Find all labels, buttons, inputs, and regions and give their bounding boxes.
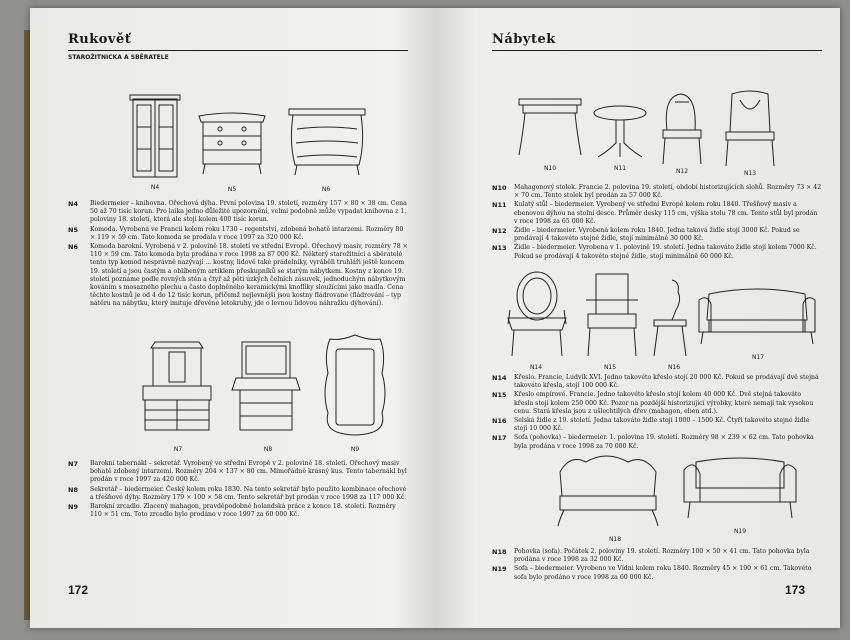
entry-n7: N7 Barokní tabernákl – sekretář. Vyrobený ve střední Evropě v 2. polovině 18. století. Ořechový masiv bohatě zdobený intarzemi. Rozměry 204 × 137 × 80 cm. Mimořádně krásný kus. Tento tabernákl byl prodán v roce 1997 za 420 000 Kč. xyxy=(68,460,407,484)
bookcase-illustration xyxy=(125,93,185,183)
caption-n11: N11 xyxy=(613,165,627,172)
entry-n14: N14 Křeslo. Francie, Ludvík XVI. Jedno takovéto křeslo stojí 20 000 Kč. Pokud se prodávají dvě stejná takováto křesla, stojí 100 000 Kč. xyxy=(492,374,819,390)
header-rule-right xyxy=(492,50,822,51)
right-page xyxy=(440,8,840,628)
entry-n17: N17 Sofa (pohovka) – biedermeier. 1. polovina 19. století. Rozměry 98 × 239 × 62 cm. Tato pohovka byla prodána v roce 1998 za 70 000 Kč. xyxy=(492,434,814,450)
entry-n5: N5 Komoda. Vyrobená ve Francii kolem roku 1730 – regentství, zdobená bohatě intarzemi. Rozměry 80 × 119 × 59 cm. Tato komoda se prodala v roce 1997 za 320 000 Kč. xyxy=(68,225,404,241)
caption-n5: N5 xyxy=(227,186,237,193)
caption-n10: N10 xyxy=(543,165,557,172)
left-page-number: 172 xyxy=(68,583,89,597)
caption-n9: N9 xyxy=(350,446,360,453)
caption-n12: N12 xyxy=(675,168,689,175)
entry-n11: N11 Kulatý stůl – biedermeier. Vyrobený ve střední Evropě kolem roku 1840. Třešňový masiv a ebenovou dýhou na stolní desce. Průměr desky 115 cm, výška stolu 78 cm. Tento stůl byl prodán v roce 1998 za 65 000 Kč. xyxy=(492,201,818,225)
armchair-empire-illustration xyxy=(580,270,645,360)
biedermeier-secretary-illustration xyxy=(230,338,305,438)
entries-block-n10-n13 xyxy=(492,184,822,262)
sofa-n18-illustration xyxy=(550,448,665,530)
entry-n13: N13 Židle – biedermeier. Vyrobena v 1. polovině 19. století. Jedna takováto židle stojí kolem 7000 Kč. Pokud se prodávají 4 takovéto stejné židle, stojí minimálně 60 000 Kč. xyxy=(492,244,817,260)
entry-n10: N10 Mahagonový stolek. Francie 2. polovina 19. století, období historizujících slohů. Rozměry 73 × 42 × 70 cm. Tento stolek byl prodán za 57 000 Kč. xyxy=(492,184,822,200)
entries-block-n14-n17 xyxy=(492,374,822,452)
entry-n12: N12 Židle – biedermeier. Vyrobená kolem roku 1840. Jedna taková židle stojí 3000 Kč. Pokud se prodávají 4 takovéto stejné židle, stojí minimálně 30 000 Kč. xyxy=(492,227,800,243)
caption-n7: N7 xyxy=(173,446,183,453)
caption-n13: N13 xyxy=(743,170,757,177)
left-page-header: Rukověť xyxy=(68,32,132,47)
caption-n14: N14 xyxy=(529,364,543,371)
entry-n8: N8 Sekretář – biedermeier. Český kolem roku 1830. Na tento sekretář bylo použito kombinace ořechové a třešňové dýhy. Rozměry 179 × 100 × 58 cm. Tento sekretář byl prodán v roce 1998 za 117 000 Kč. xyxy=(68,485,407,501)
tabernacle-secretary-illustration xyxy=(135,338,220,438)
round-table-illustration xyxy=(590,103,650,163)
caption-n17: N17 xyxy=(751,354,765,361)
chair-n13-illustration xyxy=(720,88,780,168)
caption-n4: N4 xyxy=(150,184,160,191)
entry-n16: N16 Selská židle z 19. století. Jedna takováto židle stojí 1000 – 1500 Kč. Čtyři takovéto stejné židle stojí 10 000 Kč. xyxy=(492,417,810,433)
caption-n19: N19 xyxy=(733,528,747,535)
right-page-header: Nábytek xyxy=(492,32,556,47)
chair-n12-illustration xyxy=(655,90,710,168)
mahogany-table-illustration xyxy=(515,93,585,163)
caption-n18: N18 xyxy=(608,536,622,543)
caption-n16: N16 xyxy=(667,364,681,371)
commode-regence-illustration xyxy=(195,108,270,178)
entries-block-n18-n19 xyxy=(492,548,822,583)
book-spread xyxy=(30,8,840,628)
sofa-n19-illustration xyxy=(680,448,800,523)
entry-n15: N15 Křeslo empírové. Francie. Jedno takovéto křeslo stojí kolem 40 000 Kč. Dvě stejná takováto křesla stojí kolem 250 000 Kč. Pozor na pozdější historizující výrobky, které nemají tak vysokou cenu. Stará křesla jsou z ušlechtilých dřev (mahagon, eben atd.). xyxy=(492,391,814,415)
caption-n6: N6 xyxy=(321,186,331,193)
peasant-chair-illustration xyxy=(650,276,690,360)
entry-n19: N19 Sofa – biedermeier. Vyrobeno ve Vídni kolem roku 1840. Rozměry 45 × 190 × 61 cm. Takovéto sofa bylo prodáno v roce 1998 za 60 000 Kč. xyxy=(492,565,812,581)
left-page-subheader: STAROŽITNICKA A SBĚRATELE xyxy=(68,54,169,61)
right-page-number: 173 xyxy=(785,583,806,597)
armchair-louis-xvi-illustration xyxy=(502,270,572,360)
caption-n15: N15 xyxy=(603,364,617,371)
entry-n9: N9 Barokní zrcadlo. Zlacený mahagon, pravděpodobně holandská práce z konce 18. století. Rozměry 110 × 51 cm. Toto zrcadlo bylo prodáno v roce 1997 za 60 000 Kč. xyxy=(68,503,396,519)
commode-baroque-illustration xyxy=(285,103,370,183)
entry-n18: N18 Pohovka (sofa). Počátek 2. poloviny 19. století. Rozměry 100 × 50 × 41 cm. Tato pohovka byla prodána v roce 1998 za 32 000 Kč. xyxy=(492,548,810,564)
left-page xyxy=(30,8,435,628)
entries-block-n7-n9 xyxy=(68,460,408,520)
entry-n4: N4 Biedermeier – knihovna. Ořechová dýha. První polovina 19. století, rozměry 157 × 80 × 38 cm. Cena 50 až 70 tisíc korun. Pro laika jedno důležité upozornění, velmi podobně může vypadat knihovna z 1. poloviny 18. století, která ale stojí kolem 400 tisíc korun. xyxy=(68,200,407,224)
entry-n6: N6 Komoda barokní. Vyrobená v 2. polovině 18. století ve střední Evropě. Ořechový masiv, rozměry 78 × 110 × 59 cm. Tato komoda byla prodána v roce 1998 za 87 000 Kč. Některý starožitníci a sběratelé tento typ komod nesprávně nazývají ... kostny, lidově také prádelníky, vyráběli truhláři ještě koncem 19. století a jsou častým a oblíbeným artiklem přeskupníků se starým nábytkem. Kostny z konce 19. století poznáme podle rovných stěn a čtyř až pěti úzkých čelních zásuvek, jednoduchým nábytkovým kováním s mosazného plechu a často doplněného keramickými knoflíky sloužícími jako madla. Cena těchto kostnů je od 4 do 12 tisíc korun, přičemž nejlevnější jsou kostny fládrované (fládrování – typ nátěru na nábytku, který imituje dřevěné letokruhy, jde o levnou lidovou náhražku dýhování). xyxy=(68,243,408,308)
entries-block-n4-n6 xyxy=(68,200,408,310)
header-rule xyxy=(68,50,408,51)
sofa-biedermeier-n17-illustration xyxy=(695,280,820,350)
caption-n8: N8 xyxy=(263,446,273,453)
baroque-mirror-illustration xyxy=(320,333,390,438)
